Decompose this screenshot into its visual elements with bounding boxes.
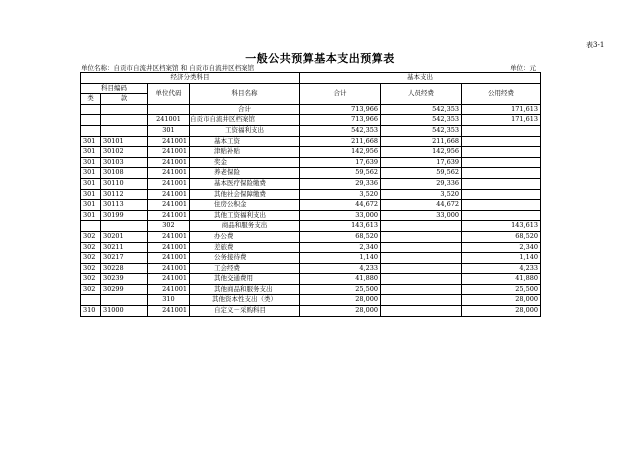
cell-total: 41,880 [300, 274, 381, 285]
cell-total: 2,340 [300, 242, 381, 253]
cell-unit-code: 241001 [148, 263, 190, 274]
table-row [81, 295, 541, 306]
cell-kuan: 30217 [101, 253, 148, 264]
cell-lei: 302 [81, 263, 101, 274]
cell-total: 713,966 [300, 104, 381, 115]
cell-public [462, 200, 541, 211]
cell-unit-code [148, 104, 190, 115]
cell-subject-name: 其他交通费用 [190, 274, 300, 285]
cell-public [462, 136, 541, 147]
cell-subject-name: 自贡市自流井区档案馆 [190, 115, 300, 126]
table-row [81, 189, 541, 200]
cell-unit-code: 301 [148, 125, 190, 136]
header-econ-class: 经济分类科目 [81, 73, 300, 84]
cell-unit-code: 241001 [148, 200, 190, 211]
unit-name-label: 单位名称：自贡市自流井区档案馆 和 自贡市自流井区档案馆 [81, 64, 255, 72]
cell-public: 171,613 [462, 115, 541, 126]
cell-total: 25,500 [300, 284, 381, 295]
cell-unit-code: 241001 [148, 168, 190, 179]
cell-total: 17,639 [300, 157, 381, 168]
cell-personnel: 542,353 [381, 115, 462, 126]
cell-total: 542,353 [300, 125, 381, 136]
cell-total: 211,668 [300, 136, 381, 147]
cell-total: 28,000 [300, 306, 381, 317]
header-public: 公用经费 [462, 83, 541, 104]
cell-unit-code: 241001 [148, 284, 190, 295]
cell-lei [81, 221, 101, 232]
table-row [81, 136, 541, 147]
cell-lei: 302 [81, 231, 101, 242]
table-row [81, 263, 541, 274]
header-row-1 [81, 73, 541, 84]
cell-personnel: 3,520 [381, 189, 462, 200]
cell-kuan: 30239 [101, 274, 148, 285]
header-unit-code: 单位代码 [148, 83, 190, 104]
table-row [81, 147, 541, 158]
cell-kuan [101, 295, 148, 306]
cell-personnel [381, 231, 462, 242]
header-total: 合计 [300, 83, 381, 104]
cell-kuan: 30103 [101, 157, 148, 168]
cell-subject-name: 合计 [190, 104, 300, 115]
cell-lei: 301 [81, 168, 101, 179]
cell-public [462, 178, 541, 189]
cell-kuan [101, 125, 148, 136]
cell-kuan [101, 104, 148, 115]
cell-subject-name: 养老保险 [190, 168, 300, 179]
cell-unit-code: 241001 [148, 231, 190, 242]
cell-lei [81, 104, 101, 115]
cell-total: 4,233 [300, 263, 381, 274]
cell-lei: 301 [81, 189, 101, 200]
cell-kuan [101, 221, 148, 232]
header-subject-name: 科目名称 [190, 83, 300, 104]
cell-total: 44,672 [300, 200, 381, 211]
cell-lei: 302 [81, 284, 101, 295]
cell-subject-name: 其他工资福利支出 [190, 210, 300, 221]
table-row [81, 157, 541, 168]
header-personnel: 人员经费 [381, 83, 462, 104]
cell-public: 28,000 [462, 306, 541, 317]
cell-subject-name: 基本医疗保险缴费 [190, 178, 300, 189]
cell-subject-name: 其他社会保障缴费 [190, 189, 300, 200]
page-title: 一般公共预算基本支出预算表 [245, 52, 395, 65]
cell-public: 4,233 [462, 263, 541, 274]
cell-unit-code: 241001 [148, 253, 190, 264]
cell-total: 143,613 [300, 221, 381, 232]
cell-subject-name: 奖金 [190, 157, 300, 168]
cell-subject-name: 公务接待费 [190, 253, 300, 264]
cell-public [462, 168, 541, 179]
cell-subject-name: 办公费 [190, 231, 300, 242]
cell-unit-code: 241001 [148, 210, 190, 221]
currency-unit-label: 单位：元 [510, 64, 536, 72]
table-row [81, 242, 541, 253]
cell-personnel: 211,668 [381, 136, 462, 147]
header-basic-expenditure: 基本支出 [300, 73, 541, 84]
budget-table [80, 72, 541, 317]
table-row [81, 253, 541, 264]
cell-unit-code: 241001 [148, 115, 190, 126]
cell-public: 1,140 [462, 253, 541, 264]
table-row [81, 115, 541, 126]
cell-public: 25,500 [462, 284, 541, 295]
cell-lei: 301 [81, 157, 101, 168]
cell-total: 29,336 [300, 178, 381, 189]
cell-personnel: 142,956 [381, 147, 462, 158]
table-row [81, 168, 541, 179]
cell-lei: 302 [81, 274, 101, 285]
cell-unit-code: 302 [148, 221, 190, 232]
cell-lei: 301 [81, 200, 101, 211]
cell-public: 171,613 [462, 104, 541, 115]
table-row [81, 104, 541, 115]
cell-personnel [381, 263, 462, 274]
cell-lei: 310 [81, 306, 101, 317]
table-row [81, 221, 541, 232]
header-kuan: 款 [101, 94, 148, 105]
cell-kuan: 30299 [101, 284, 148, 295]
cell-total: 142,956 [300, 147, 381, 158]
cell-unit-code: 241001 [148, 189, 190, 200]
cell-subject-name: 其他商品和服务支出 [190, 284, 300, 295]
cell-total: 713,966 [300, 115, 381, 126]
cell-personnel: 542,353 [381, 104, 462, 115]
cell-personnel: 33,000 [381, 210, 462, 221]
cell-lei: 301 [81, 136, 101, 147]
cell-kuan [101, 115, 148, 126]
cell-public [462, 147, 541, 158]
cell-personnel [381, 295, 462, 306]
table-row [81, 210, 541, 221]
cell-kuan: 30211 [101, 242, 148, 253]
cell-unit-code: 241001 [148, 178, 190, 189]
cell-lei [81, 125, 101, 136]
table-row [81, 200, 541, 211]
cell-kuan: 31000 [101, 306, 148, 317]
cell-lei [81, 295, 101, 306]
cell-total: 1,140 [300, 253, 381, 264]
cell-personnel [381, 284, 462, 295]
cell-public: 28,000 [462, 295, 541, 306]
cell-subject-name: 津贴补贴 [190, 147, 300, 158]
sheet-number: 表3-1 [586, 41, 605, 49]
cell-public: 68,520 [462, 231, 541, 242]
table-row [81, 231, 541, 242]
cell-personnel: 44,672 [381, 200, 462, 211]
cell-unit-code: 241001 [148, 147, 190, 158]
cell-lei: 302 [81, 253, 101, 264]
cell-unit-code: 241001 [148, 306, 190, 317]
cell-personnel [381, 253, 462, 264]
cell-lei: 301 [81, 210, 101, 221]
cell-kuan: 30101 [101, 136, 148, 147]
cell-public: 143,613 [462, 221, 541, 232]
cell-unit-code: 241001 [148, 157, 190, 168]
cell-public [462, 189, 541, 200]
cell-public [462, 210, 541, 221]
table-row [81, 274, 541, 285]
header-lei: 类 [81, 94, 101, 105]
cell-total: 68,520 [300, 231, 381, 242]
cell-subject-name: 差旅费 [190, 242, 300, 253]
cell-unit-code: 310 [148, 295, 190, 306]
cell-subject-name: 住房公积金 [190, 200, 300, 211]
header-row-2 [81, 83, 541, 94]
cell-unit-code: 241001 [148, 274, 190, 285]
cell-public [462, 125, 541, 136]
cell-lei: 301 [81, 178, 101, 189]
cell-subject-name: 自定义－采购科目 [190, 306, 300, 317]
cell-total: 59,562 [300, 168, 381, 179]
cell-kuan: 30199 [101, 210, 148, 221]
cell-unit-code: 241001 [148, 136, 190, 147]
cell-public [462, 157, 541, 168]
cell-total: 33,000 [300, 210, 381, 221]
cell-personnel [381, 242, 462, 253]
table-row [81, 125, 541, 136]
cell-unit-code: 241001 [148, 242, 190, 253]
header-subject-code: 科目编码 [81, 83, 148, 94]
cell-public: 2,340 [462, 242, 541, 253]
cell-personnel [381, 221, 462, 232]
cell-kuan: 30110 [101, 178, 148, 189]
cell-subject-name: 工会经费 [190, 263, 300, 274]
cell-lei: 302 [81, 242, 101, 253]
cell-subject-name: 商品和服务支出 [190, 221, 300, 232]
cell-kuan: 30201 [101, 231, 148, 242]
cell-personnel: 17,639 [381, 157, 462, 168]
cell-total: 3,520 [300, 189, 381, 200]
cell-personnel: 29,336 [381, 178, 462, 189]
cell-subject-name: 基本工资 [190, 136, 300, 147]
cell-personnel: 542,353 [381, 125, 462, 136]
cell-kuan: 30108 [101, 168, 148, 179]
cell-kuan: 30112 [101, 189, 148, 200]
cell-personnel [381, 306, 462, 317]
cell-subject-name: 工资福利支出 [190, 125, 300, 136]
cell-lei [81, 115, 101, 126]
table-row [81, 306, 541, 317]
cell-lei: 301 [81, 147, 101, 158]
cell-kuan: 30102 [101, 147, 148, 158]
table-row [81, 178, 541, 189]
cell-kuan: 30228 [101, 263, 148, 274]
cell-personnel: 59,562 [381, 168, 462, 179]
cell-subject-name: 其他资本性支出（类） [190, 295, 300, 306]
cell-kuan: 30113 [101, 200, 148, 211]
cell-total: 28,000 [300, 295, 381, 306]
table-row [81, 284, 541, 295]
cell-personnel [381, 274, 462, 285]
cell-public: 41,880 [462, 274, 541, 285]
